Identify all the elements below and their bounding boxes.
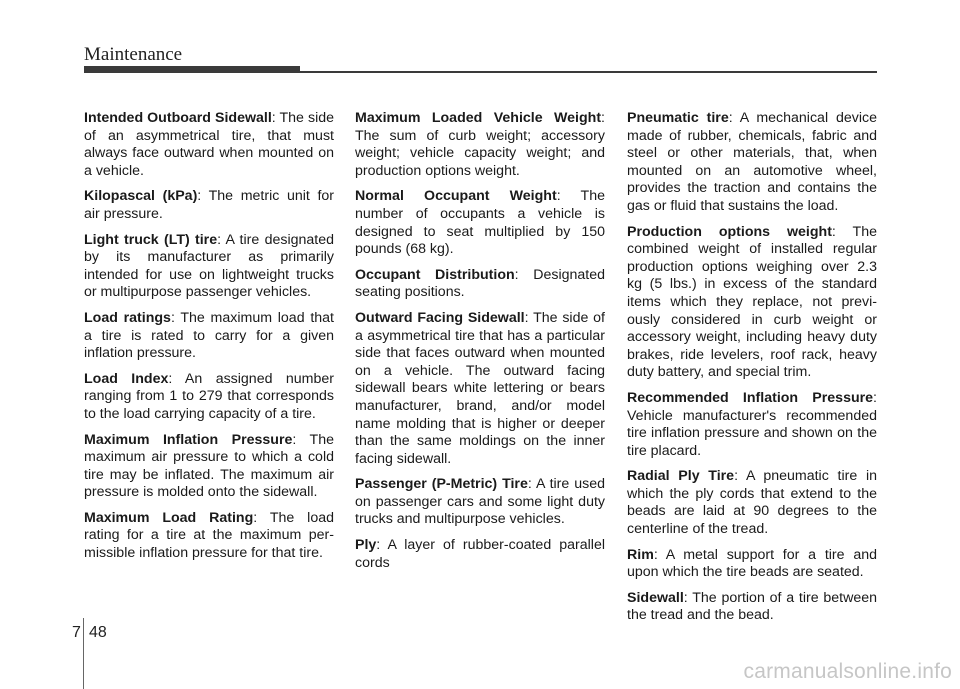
page-number: 48 [89,624,107,641]
glossary-term: Load ratings [84,309,171,326]
glossary-definition: : A pneumatic tire in which the ply cords that extend to the beads are laid at 90 degrees to the centerline of the tread. [627,468,877,538]
glossary-definition: : A layer of rubber-coated parallel cords [355,537,605,571]
glossary-entry [355,110,605,180]
glossary-definition: : The number of occupants a vehicle is designed to seat multiplied by 150 pounds (68 kg). [355,188,605,258]
glossary-entry [84,232,334,302]
glossary-entry [84,510,334,563]
glossary-definition: : A tire used on passenger cars and some light duty trucks and multipurpose vehicles. [355,476,606,528]
glossary-term: Recommended Inflation Pressure [627,389,874,406]
chapter-number: 7 [72,624,81,641]
glossary-entry [84,310,334,363]
glossary-definition: : The portion of a tire between the tread and the bead. [627,589,877,624]
glossary-term: Occupant Distribution [355,266,515,283]
glossary-entry [355,267,605,302]
glossary-definition: : The metric unit for air pressure. [84,188,334,222]
glossary-term: Passenger (P-Metric) Tire [355,476,528,493]
glossary-term: Intended Outboard Sidewall [84,110,272,126]
glossary-term: Radial Ply Tire [627,468,735,485]
glossary-entry [355,537,605,572]
glossary-entry [355,476,605,529]
glossary-term: Load Index [84,370,169,387]
glossary-term: Maximum Inflation Pressure [84,431,293,448]
glossary-definition: : The maximum air pressure to which a cold tire may be inflated. The maximum air pressure is molded onto the sidewall. [84,431,335,501]
glossary-entry [84,432,334,502]
glossary-definition: : Vehicle manufacturer's recommended tire inflation pressure and shown on the tire placard. [627,389,877,459]
glossary-column-1 [84,110,334,571]
glossary-definition: : The side of a asymmetrical tire that has a particular side that faces outward when mounted on a vehicle. The outward facing sidewall bears white lettering or bears manufacturer, brand, and/or model name molding that is higher or deeper than the same moldings on the inner facing sidewall. [355,309,605,467]
glossary-term: Production options weight [627,223,832,240]
glossary-definition: : The combined weight of installed regular production options weighing over 2.3 kg (5 lbs.) in excess of the standard items which they replace, not previously considered in curb weight or accessory weight, including heavy duty brakes, ride levelers, roof rack, heavy duty battery, and special trim. [627,223,878,381]
glossary-definition: : The maximum load that a tire is rated to carry for a given inflation pressure. [84,309,334,362]
glossary-entry [84,110,334,180]
glossary-entry [84,371,334,424]
page-header-title: Maintenance [84,44,183,65]
site-watermark: carmanualsonline.info [743,660,952,683]
glossary-column-3 [627,110,877,633]
glossary-term: Outward Facing Sidewall [355,309,525,326]
glossary-definition: : Designated seating positions. [355,266,605,301]
glossary-definition: : The load rating for a tire at the maximum permissible inflation pressure for that tire. [84,509,334,562]
glossary-term: Light truck (LT) tire [84,231,218,248]
glossary-term: Normal Occupant Weight [355,188,557,205]
glossary-column-2 [355,110,605,580]
glossary-definition: : An assigned number ranging from 1 to 279 that corresponds to the load carrying capacity of a tire. [84,370,334,422]
glossary-term: Sidewall [627,589,684,606]
glossary-term: Pneumatic tire [627,110,729,126]
glossary-term: Maximum Load Rating [84,509,254,526]
glossary-term: Ply [355,537,377,554]
header-rule-thin [300,71,877,73]
glossary-definition: : A tire designated by its manufacturer as primarily intended for use on lightweight trucks or multipurpose passenger vehicles. [84,231,334,301]
footer-divider [83,618,84,689]
glossary-entry [627,590,877,625]
glossary-definition: : A metal support for a tire and upon which the tire beads are seated. [627,546,877,581]
glossary-term: Maximum Loaded Vehicle Weight [355,110,602,126]
glossary-entry [355,188,605,258]
glossary-definition: : The sum of curb weight; accessory weight; vehicle capacity weight; and production options weight. [355,110,605,179]
glossary-term: Kilopascal (kPa) [84,188,198,205]
glossary-entry [627,390,877,460]
glossary-entry [627,547,877,582]
glossary-entry [627,468,877,538]
glossary-entry [627,224,877,382]
glossary-entry [355,310,605,468]
glossary-entry [627,110,877,216]
glossary-definition: : The side of an asymmetrical tire, that must always face outward when mounted on a vehicle. [84,110,334,179]
glossary-entry [84,188,334,223]
header-rule-thick [84,66,300,73]
glossary-definition: : A mechanical device made of rubber, chemicals, fabric and steel or other materials, that, when mounted on an automotive wheel, provides the traction and contains the gas or fluid that sustains the load. [627,110,877,214]
glossary-term: Rim [627,546,654,563]
